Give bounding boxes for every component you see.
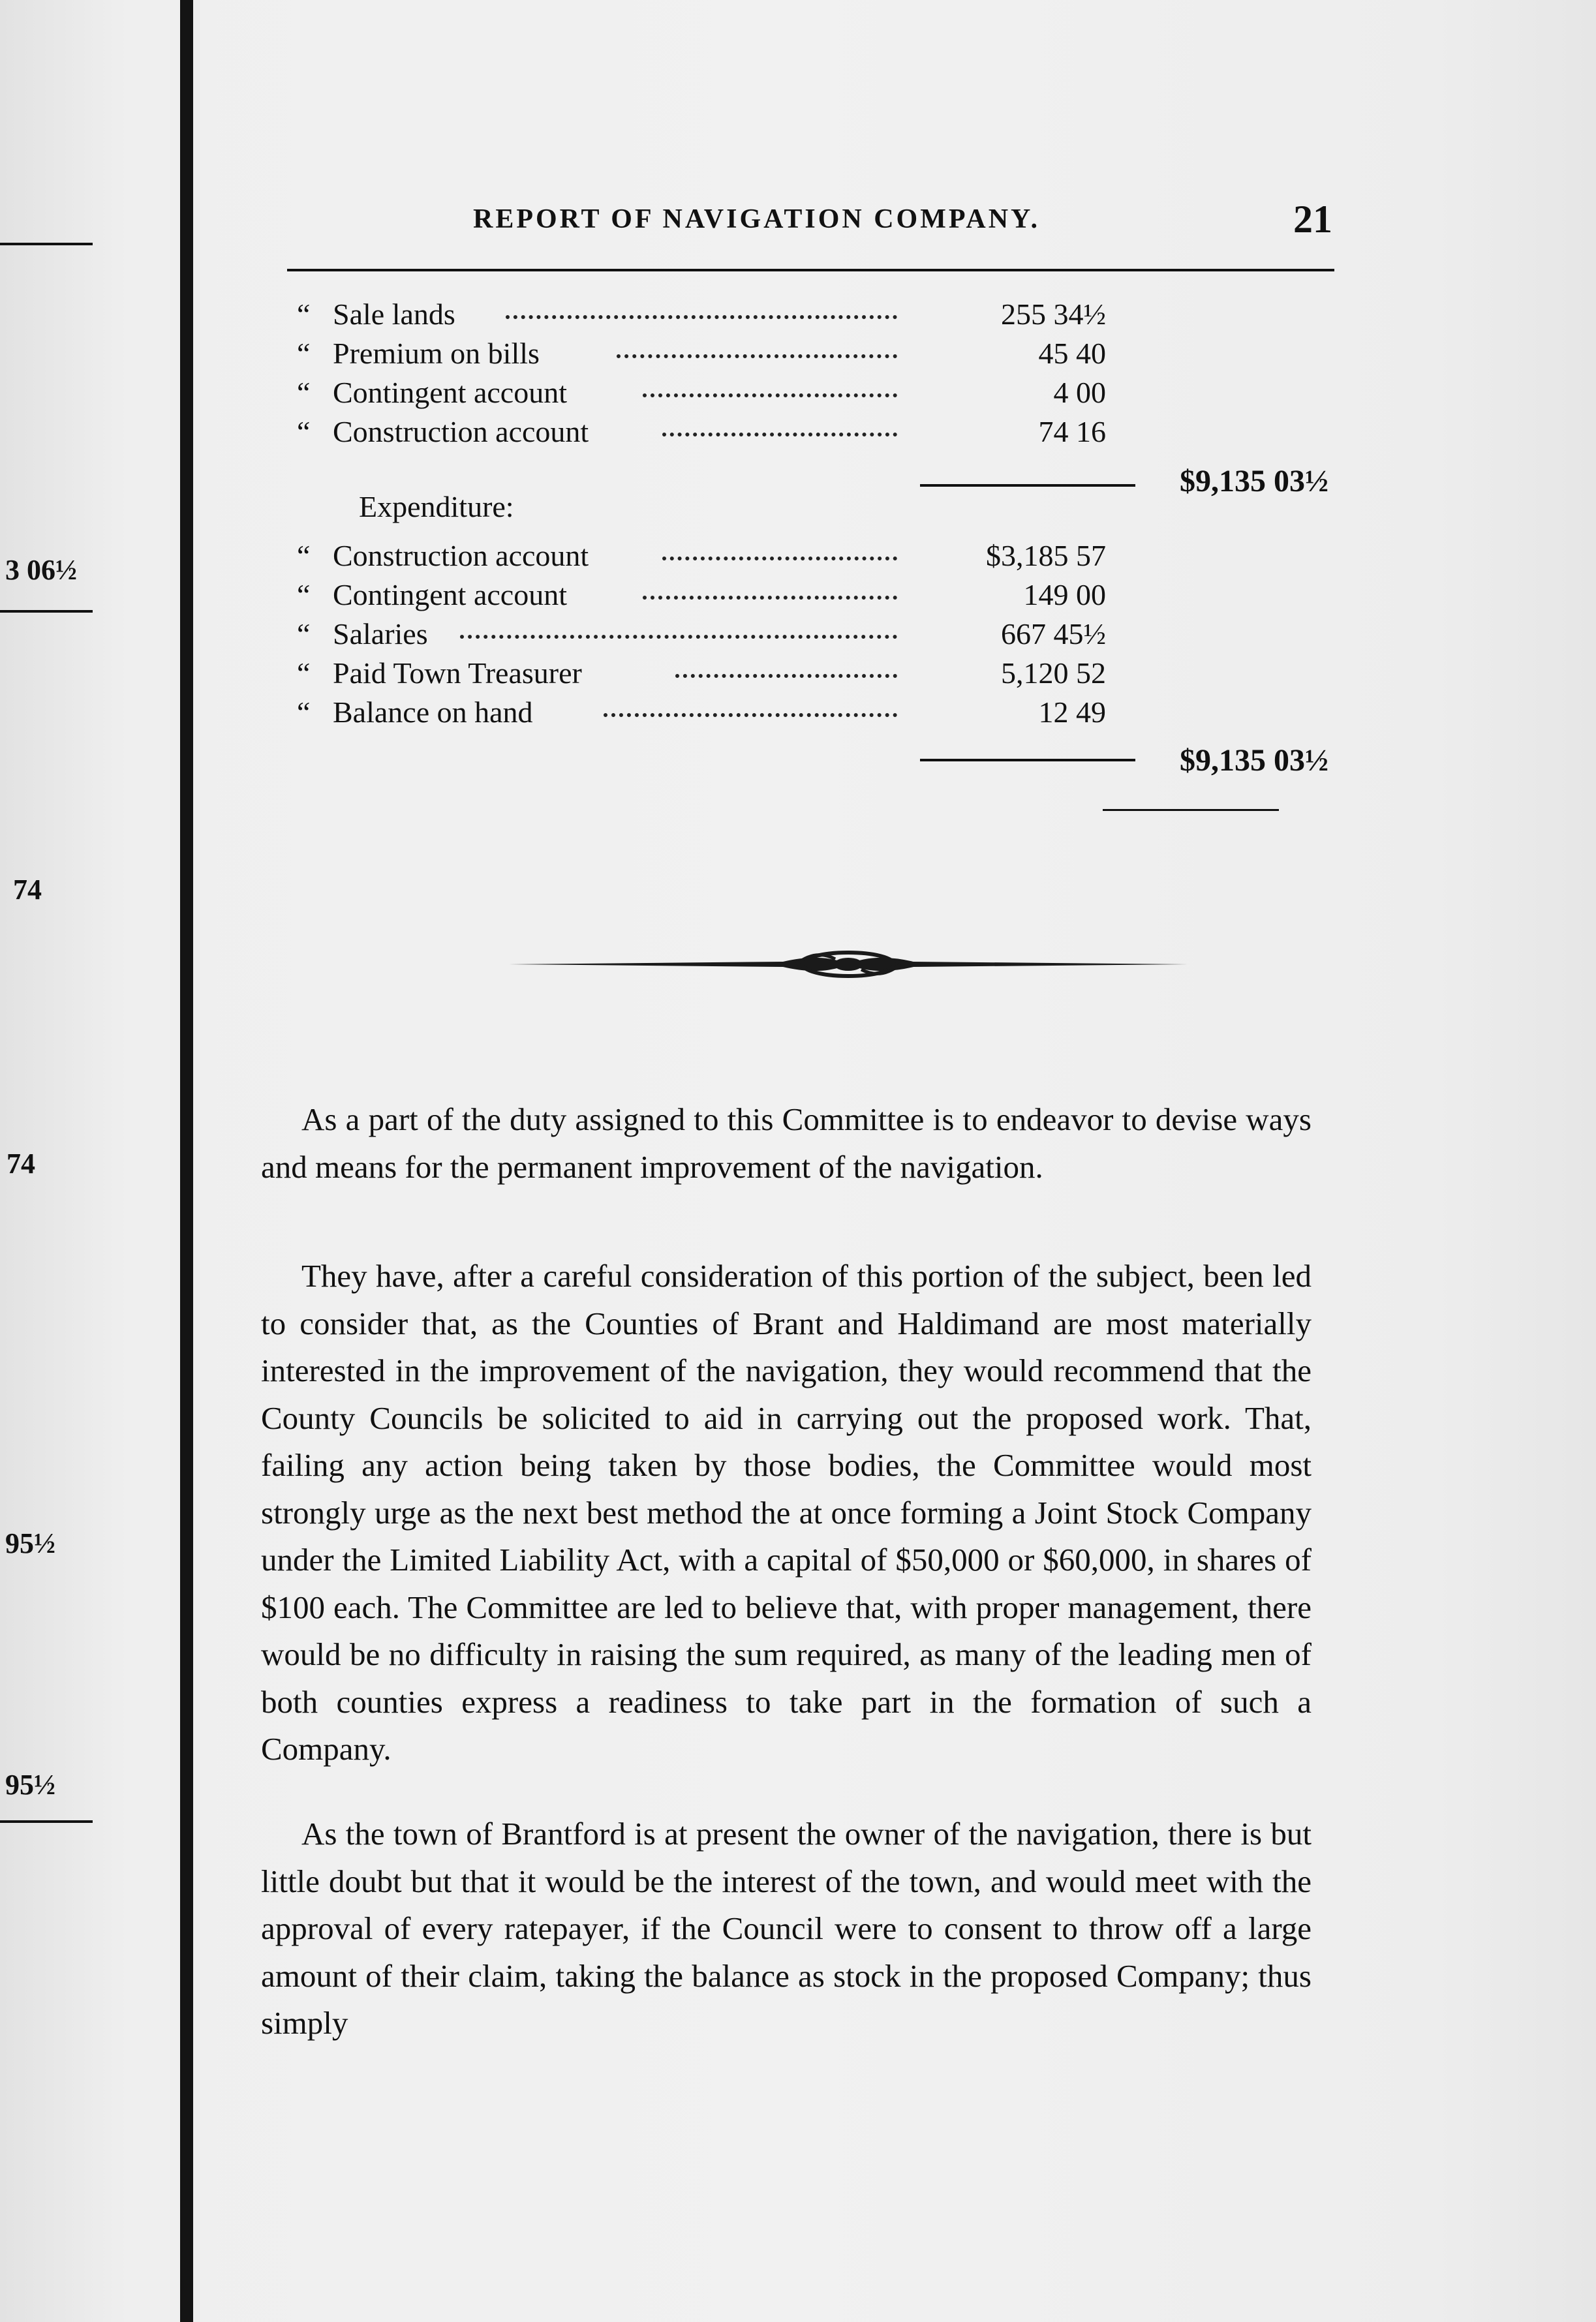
paragraph-text: They have, after a careful consideration of this portion of the subject, been led to consider that, as the Counties of Brant and Haldimand are most materially interested in the improvement of the navigation, they would recommend that the County Councils be solicited to aid in carrying out the proposed work. That, failing any action being taken by those bodies, the Committee would most strongly urge as the next best method the at once forming a Joint Stock Company under the Limited Liability Act, with a capital of $50,000 or $60,000, in shares of $100 each. The Committee are led to believe that, with proper management, there would be no difficulty in raising the sum required, as many of the leading men of both counties express a readiness to take part in the formation of such a Company.: [261, 1258, 1312, 1767]
left-page-rule: [0, 1820, 93, 1823]
account-label: Salaries: [333, 617, 428, 650]
left-margin-fragment: 95½: [5, 1527, 55, 1559]
ditto-mark: “: [297, 298, 311, 331]
ditto-mark: “: [297, 578, 311, 611]
account-label: Premium on bills: [333, 337, 540, 370]
expenditure-row: [297, 577, 1145, 618]
leader-dots: [643, 390, 897, 397]
expenditures-total: $9,135 03½: [1180, 743, 1328, 778]
account-label: Paid Town Treasurer: [333, 656, 582, 690]
header-rule: [287, 269, 1334, 271]
account-amount: 12 49: [1038, 695, 1106, 729]
body-paragraph: [261, 1096, 1312, 1191]
account-amount: 667 45½: [1001, 617, 1106, 650]
account-amount: 255 34½: [1001, 298, 1106, 331]
ditto-mark: “: [297, 656, 311, 690]
expenditure-heading: Expenditure:: [359, 490, 514, 523]
account-amount: 4 00: [1053, 376, 1106, 409]
left-margin-fragment: 95½: [5, 1769, 55, 1801]
binding-rule: [180, 0, 193, 2322]
ditto-mark: “: [297, 539, 311, 572]
page-title: REPORT OF NAVIGATION COMPANY.: [473, 204, 1041, 234]
leader-dots: [506, 311, 897, 319]
left-margin-fragment: 74: [7, 1148, 35, 1180]
account-label: Construction account: [333, 415, 589, 448]
left-margin-fragment: 3 06½: [5, 554, 77, 586]
body-paragraph: [261, 1810, 1312, 2047]
page-header: [287, 197, 1338, 249]
ditto-mark: “: [297, 415, 311, 448]
ornament-divider: [509, 945, 1188, 984]
receipt-row: [297, 375, 1145, 416]
account-amount: $3,185 57: [986, 539, 1106, 572]
expenditure-row: [297, 656, 1145, 696]
sum-rule: [1103, 809, 1279, 811]
ditto-mark: “: [297, 376, 311, 409]
receipt-row: [297, 336, 1145, 376]
account-label: Contingent account: [333, 376, 567, 409]
ditto-mark: “: [297, 337, 311, 370]
left-margin-fragment: 74: [13, 874, 42, 906]
leader-dots: [604, 709, 897, 717]
account-amount: 45 40: [1038, 337, 1106, 370]
ditto-mark: “: [297, 695, 311, 729]
expenditure-row: [297, 695, 1145, 735]
leader-dots: [675, 670, 897, 678]
left-page-rule: [0, 243, 93, 245]
page-number: 21: [1293, 198, 1332, 241]
receipts-total: $9,135 03½: [1180, 464, 1328, 498]
account-label: Contingent account: [333, 578, 567, 611]
account-label: Construction account: [333, 539, 589, 572]
leader-dots: [662, 553, 897, 560]
paragraph-text: As a part of the duty assigned to this Committee is to endeavor to devise ways and means for the permanent improvement of the navigation.: [261, 1101, 1312, 1185]
account-label: Sale lands: [333, 298, 455, 331]
leader-dots: [617, 350, 897, 358]
sum-rule: [920, 759, 1135, 761]
leader-dots: [460, 631, 897, 639]
ditto-mark: “: [297, 617, 311, 650]
receipt-row: [297, 297, 1145, 337]
account-label: Balance on hand: [333, 695, 533, 729]
leader-dots: [643, 592, 897, 600]
account-amount: 149 00: [1023, 578, 1106, 611]
paragraph-text: As the town of Brantford is at present the owner of the navigation, there is but little doubt but that it would be the interest of the town, and would meet with the approval of every ratepayer, if the Council were to consent to throw off a large amount of their claim, taking the balance as stock in the proposed Company; thus simply: [261, 1816, 1312, 2041]
leader-dots: [662, 429, 897, 436]
account-amount: 74 16: [1038, 415, 1106, 448]
sum-rule: [920, 484, 1135, 487]
body-paragraph: [261, 1253, 1312, 1773]
left-page-rule: [0, 610, 93, 613]
expenditure-row: [297, 617, 1145, 657]
expenditure-row: [297, 538, 1145, 579]
account-amount: 5,120 52: [1001, 656, 1106, 690]
receipt-row: [297, 414, 1145, 455]
